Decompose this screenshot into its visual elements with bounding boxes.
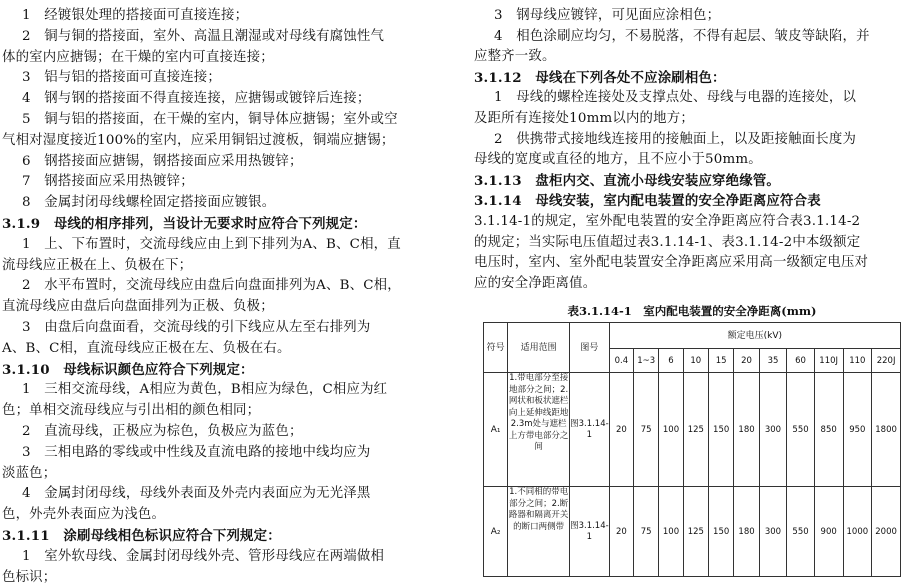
text-line: 3.1.12 母线在下列各处不应涂刷相色： [474,69,726,86]
row-value: 20 [609,487,633,577]
text-line: 3.1.9 母线的相序排列，当设计无要求时应符合下列规定： [2,216,367,232]
text-line: 2 供携带式接地线连接用的接触面上，以及距接触面长度为 [494,131,857,147]
row-value: 20 [609,373,633,487]
row-value: 150 [708,373,733,487]
text-line: 4 钢与钢的搭接面不得直接连接，应搪锡或镀锌后连接； [22,91,371,107]
text-line: 母线的宽度或直径的地方，且不应小于50mm。 [474,152,762,168]
text-line: 5 铜与铝的搭接面，在干燥的室内，铜导体应搪锡；室外或空 [22,112,398,127]
row-value: 1800 [872,373,901,487]
text-line: 6 钢搭接面应搪锡，钢搭接面应采用热镀锌； [22,153,303,169]
header-symbol: 符号 [484,323,508,373]
text-line: 色；单相交流母线应与引出相的颜色相同； [2,403,261,419]
row-scope: 1.带电部分至接地部分之间；2.网状和板状遮栏向上延伸线距地2.3m处与遮栏上方带电部分之间 [508,373,570,487]
row-value: 900 [814,487,843,577]
voltage-header-cell: 110 [843,349,872,373]
row-value: 2000 [872,487,901,577]
clearance-table [483,322,901,577]
text-line: 4 相色涂刷应均匀，不易脱落，不得有起层、皱皮等缺陷，并 [494,28,870,44]
text-line: 2 水平布置时，交流母线应由盘后向盘面排列为A、B、C相， [22,278,401,294]
text-line: 7 钢搭接面应采用热镀锌； [22,174,194,190]
voltage-header-cell: 35 [759,349,787,373]
text-line: 及距所有连接处10mm以内的地方； [474,111,694,126]
text-line: 1 三相交流母线，A相应为黄色，B相应为绿色，C相应为红 [22,382,388,398]
text-line: 气相对湿度接近100%的室内，应采用铜铝过渡板，铜端应搪锡； [2,132,395,148]
row-value: 150 [708,487,733,577]
text-line: 电压时，室内、室外配电装置安全净距离应采用高一级额定电压对 [474,255,869,271]
voltage-header-cell: 1~3 [634,349,659,373]
header-voltage: 额定电压(kV) [609,323,900,349]
text-line: 3 由盘后向盘面看，交流母线的引下线应从左至右排列为 [22,320,371,335]
text-line: 8 金属封闭母线螺栓固定搭接面应镀银。 [22,195,276,211]
text-line: 1 室外软母线、金属封闭母线外壳、管形母线应在两端做相 [22,548,385,564]
voltage-header-cell: 0.4 [609,349,633,373]
text-line: 3.1.11 涂刷母线相色标识应符合下列规定： [2,528,281,544]
text-line: 3.1.10 母线标识颜色应符合下列规定： [2,361,254,378]
text-line: 1 上、下布置时，交流母线应由上到下排列为A、B、C相，直 [22,236,401,252]
voltage-header-cell: 110J [814,349,843,373]
row-figure: 图3.1.14-1 [570,373,610,487]
row-value: 100 [659,487,683,577]
row-scope: 1.不同相的带电部分之间；2.断路器和隔离开关的断口两侧带 [508,487,570,577]
voltage-header-cell: 220J [872,349,901,373]
text-line: 3.1.14 母线安装，室内配电装置的安全净距离应符合表 [474,193,821,210]
voltage-header-cell: 20 [734,349,759,373]
text-line: A、B、C相，直流母线应正极在左、负极在右。 [2,340,291,356]
text-line: 2 铜与铜的搭接面，室外、高温且潮湿或对母线有腐蚀性气 [22,28,385,44]
header-figure: 图号 [570,323,610,373]
text-line: 3.1.14-1的规定，室外配电装置的安全净距离应符合表3.1.14-2 [474,214,861,229]
row-value: 550 [787,487,815,577]
text-line: 4 金属封闭母线，母线外表面及外壳内表面应为无光泽黑 [22,486,371,502]
text-line: 直流母线应由盘后向盘面排列为正极、负极； [2,299,274,315]
row-value: 100 [659,373,683,487]
text-line: 流母线应正极在上、负极在下； [2,257,193,273]
text-line: 色，外壳外表面应为浅色。 [2,507,166,523]
text-line: 3 三相电路的零线或中性线及直流电路的接地中线均应为 [22,444,371,460]
row-value: 75 [634,373,659,487]
voltage-header-cell: 10 [683,349,708,373]
table-row [484,487,901,577]
row-value: 180 [734,487,759,577]
text-line: 1 母线的螺栓连接处及支撑点处、母线与电器的连接处，以 [494,90,857,106]
row-value: 550 [787,373,815,487]
row-value: 75 [634,487,659,577]
text-line: 2 直流母线，正极应为棕色，负极应为蓝色； [22,424,303,439]
table-title: 表3.1.14-1 室内配电装置的安全净距离(mm) [567,304,817,318]
text-line: 淡蓝色； [2,465,57,481]
header-scope: 适用范围 [508,323,570,373]
row-value: 125 [683,373,708,487]
row-value: 950 [843,373,872,487]
voltage-header-cell: 15 [708,349,733,373]
row-value: 850 [814,373,843,487]
text-line: 3 钢母线应镀锌，可见面应涂相色； [494,8,721,23]
text-line: 应整齐一致。 [474,49,556,65]
row-value: 300 [759,373,787,487]
voltage-header-cell: 60 [787,349,815,373]
text-line: 应的安全净距离值。 [474,275,597,291]
row-value: 300 [759,487,787,577]
row-value: 1000 [843,487,872,577]
text-line: 1 经镀银处理的搭接面可直接连接； [22,8,249,23]
row-figure: 图3.1.14-1 [570,487,610,577]
text-line: 3.1.13 盘柜内交、直流小母线安装应穿绝缘管。 [474,172,781,189]
text-line: 体的室内应搪锡；在干燥的室内可直接连接； [2,49,274,65]
row-value: 180 [734,373,759,487]
table-row [484,373,901,487]
voltage-header-cell: 6 [659,349,683,373]
row-value: 125 [683,487,708,577]
text-line: 的规定；当实际电压值超过表3.1.14-1、表3.1.14-2中本级额定 [474,234,861,250]
row-symbol: A₁ [484,373,508,487]
row-symbol: A₂ [484,487,508,577]
text-line: 3 铝与铝的搭接面可直接连接； [22,70,221,86]
text-line: 色标识； [2,569,57,585]
